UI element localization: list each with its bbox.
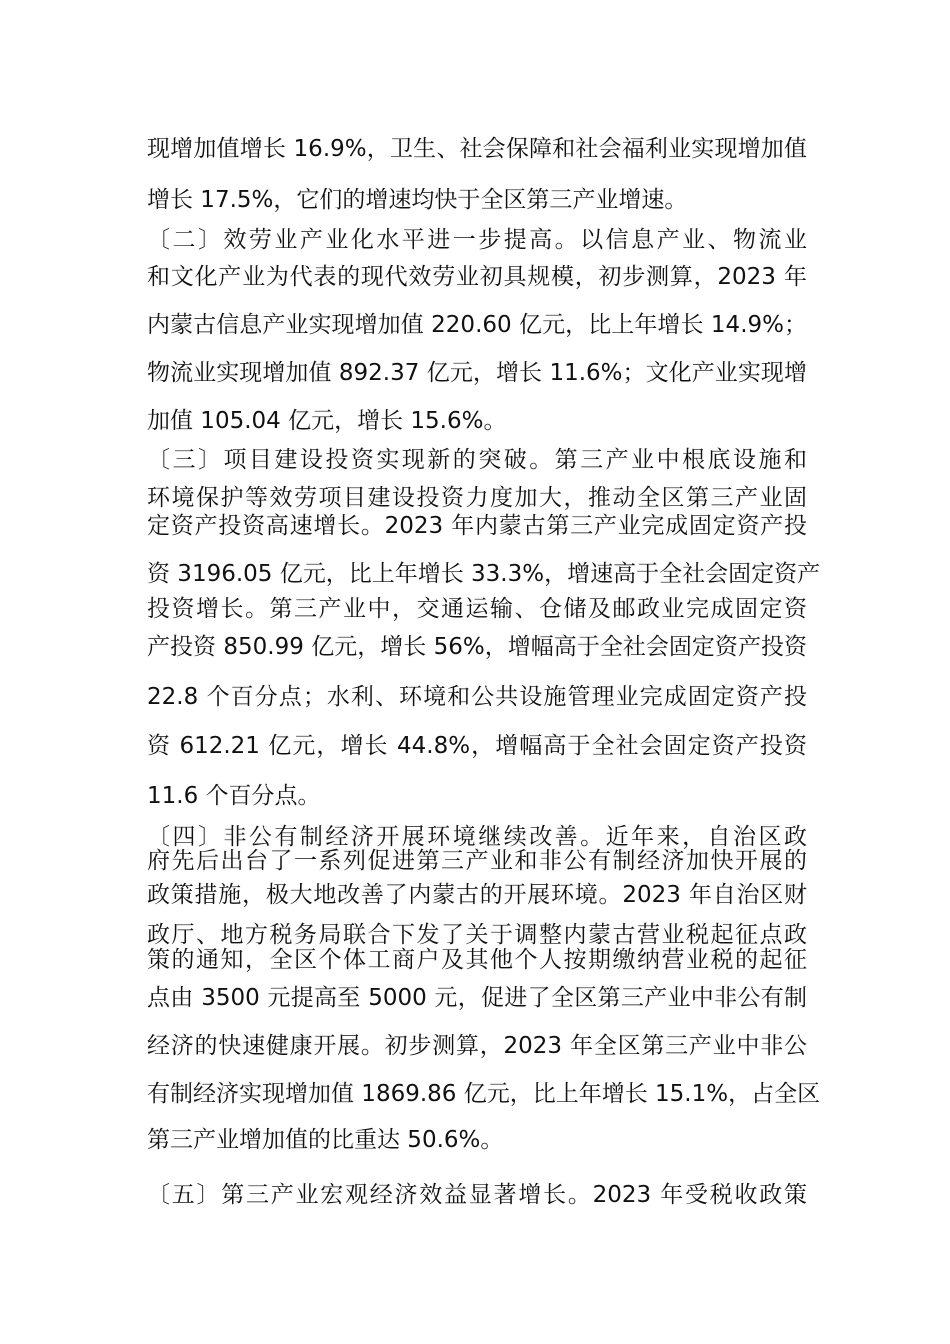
text-line: 定资产投资高速增长。2023 年内蒙古第三产业完成固定资产投 bbox=[147, 513, 807, 539]
text-line: 22.8 个百分点；水利、环境和公共设施管理业完成固定资产投 bbox=[147, 684, 807, 710]
text-line: 〔三〕项目建设投资实现新的突破。第三产业中根底设施和 bbox=[147, 447, 807, 473]
text-line: 产投资 850.99 亿元，增长 56%，增幅高于全社会固定资产投资 bbox=[147, 634, 807, 660]
text-line: 11.6 个百分点。 bbox=[147, 783, 321, 809]
text-line: 点由 3500 元提高至 5000 元，促进了全区第三产业中非公有制 bbox=[147, 985, 807, 1011]
text-line: 政策措施，极大地改善了内蒙古的开展环境。2023 年自治区财 bbox=[147, 882, 807, 908]
text-line: 府先后出台了一系列促进第三产业和非公有制经济加快开展的 bbox=[147, 848, 807, 874]
text-line: 环境保护等效劳项目建设投资力度加大，推动全区第三产业固 bbox=[147, 485, 807, 511]
text-line: 资 3196.05 亿元，比上年增长 33.3%，增速高于全社会固定资产 bbox=[147, 561, 821, 587]
text-line: 〔四〕非公有制经济开展环境继续改善。近年来，自治区政 bbox=[147, 824, 807, 850]
text-line: 政厅、地方税务局联合下发了关于调整内蒙古营业税起征点政 bbox=[147, 922, 807, 948]
text-line: 〔二〕效劳业产业化水平进一步提高。以信息产业、物流业 bbox=[147, 227, 807, 253]
text-line: 增长 17.5%，它们的增速均快于全区第三产业增速。 bbox=[147, 187, 688, 213]
text-line: 加值 105.04 亿元，增长 15.6%。 bbox=[147, 408, 507, 434]
text-line: 策的通知，全区个体工商户及其他个人按期缴纳营业税的起征 bbox=[147, 947, 807, 973]
text-line: 现增加值增长 16.9%，卫生、社会保障和社会福利业实现增加值 bbox=[147, 136, 807, 162]
text-line: 物流业实现增加值 892.37 亿元，增长 11.6%；文化产业实现增 bbox=[147, 360, 807, 386]
text-line: 和文化产业为代表的现代效劳业初具规模，初步测算，2023 年 bbox=[147, 264, 807, 290]
text-line: 投资增长。第三产业中，交通运输、仓储及邮政业完成固定资 bbox=[147, 596, 807, 622]
text-line: 第三产业增加值的比重达 50.6%。 bbox=[147, 1127, 504, 1153]
text-line: 有制经济实现增加值 1869.86 亿元，比上年增长 15.1%，占全区 bbox=[147, 1081, 821, 1107]
text-line: 经济的快速健康开展。初步测算，2023 年全区第三产业中非公 bbox=[147, 1033, 807, 1059]
text-line: 内蒙古信息产业实现增加值 220.60 亿元，比上年增长 14.9%； bbox=[147, 312, 807, 338]
text-line: 〔五〕第三产业宏观经济效益显著增长。2023 年受税收政策 bbox=[147, 1182, 807, 1208]
text-line: 资 612.21 亿元，增长 44.8%，增幅高于全社会固定资产投资 bbox=[147, 733, 807, 759]
